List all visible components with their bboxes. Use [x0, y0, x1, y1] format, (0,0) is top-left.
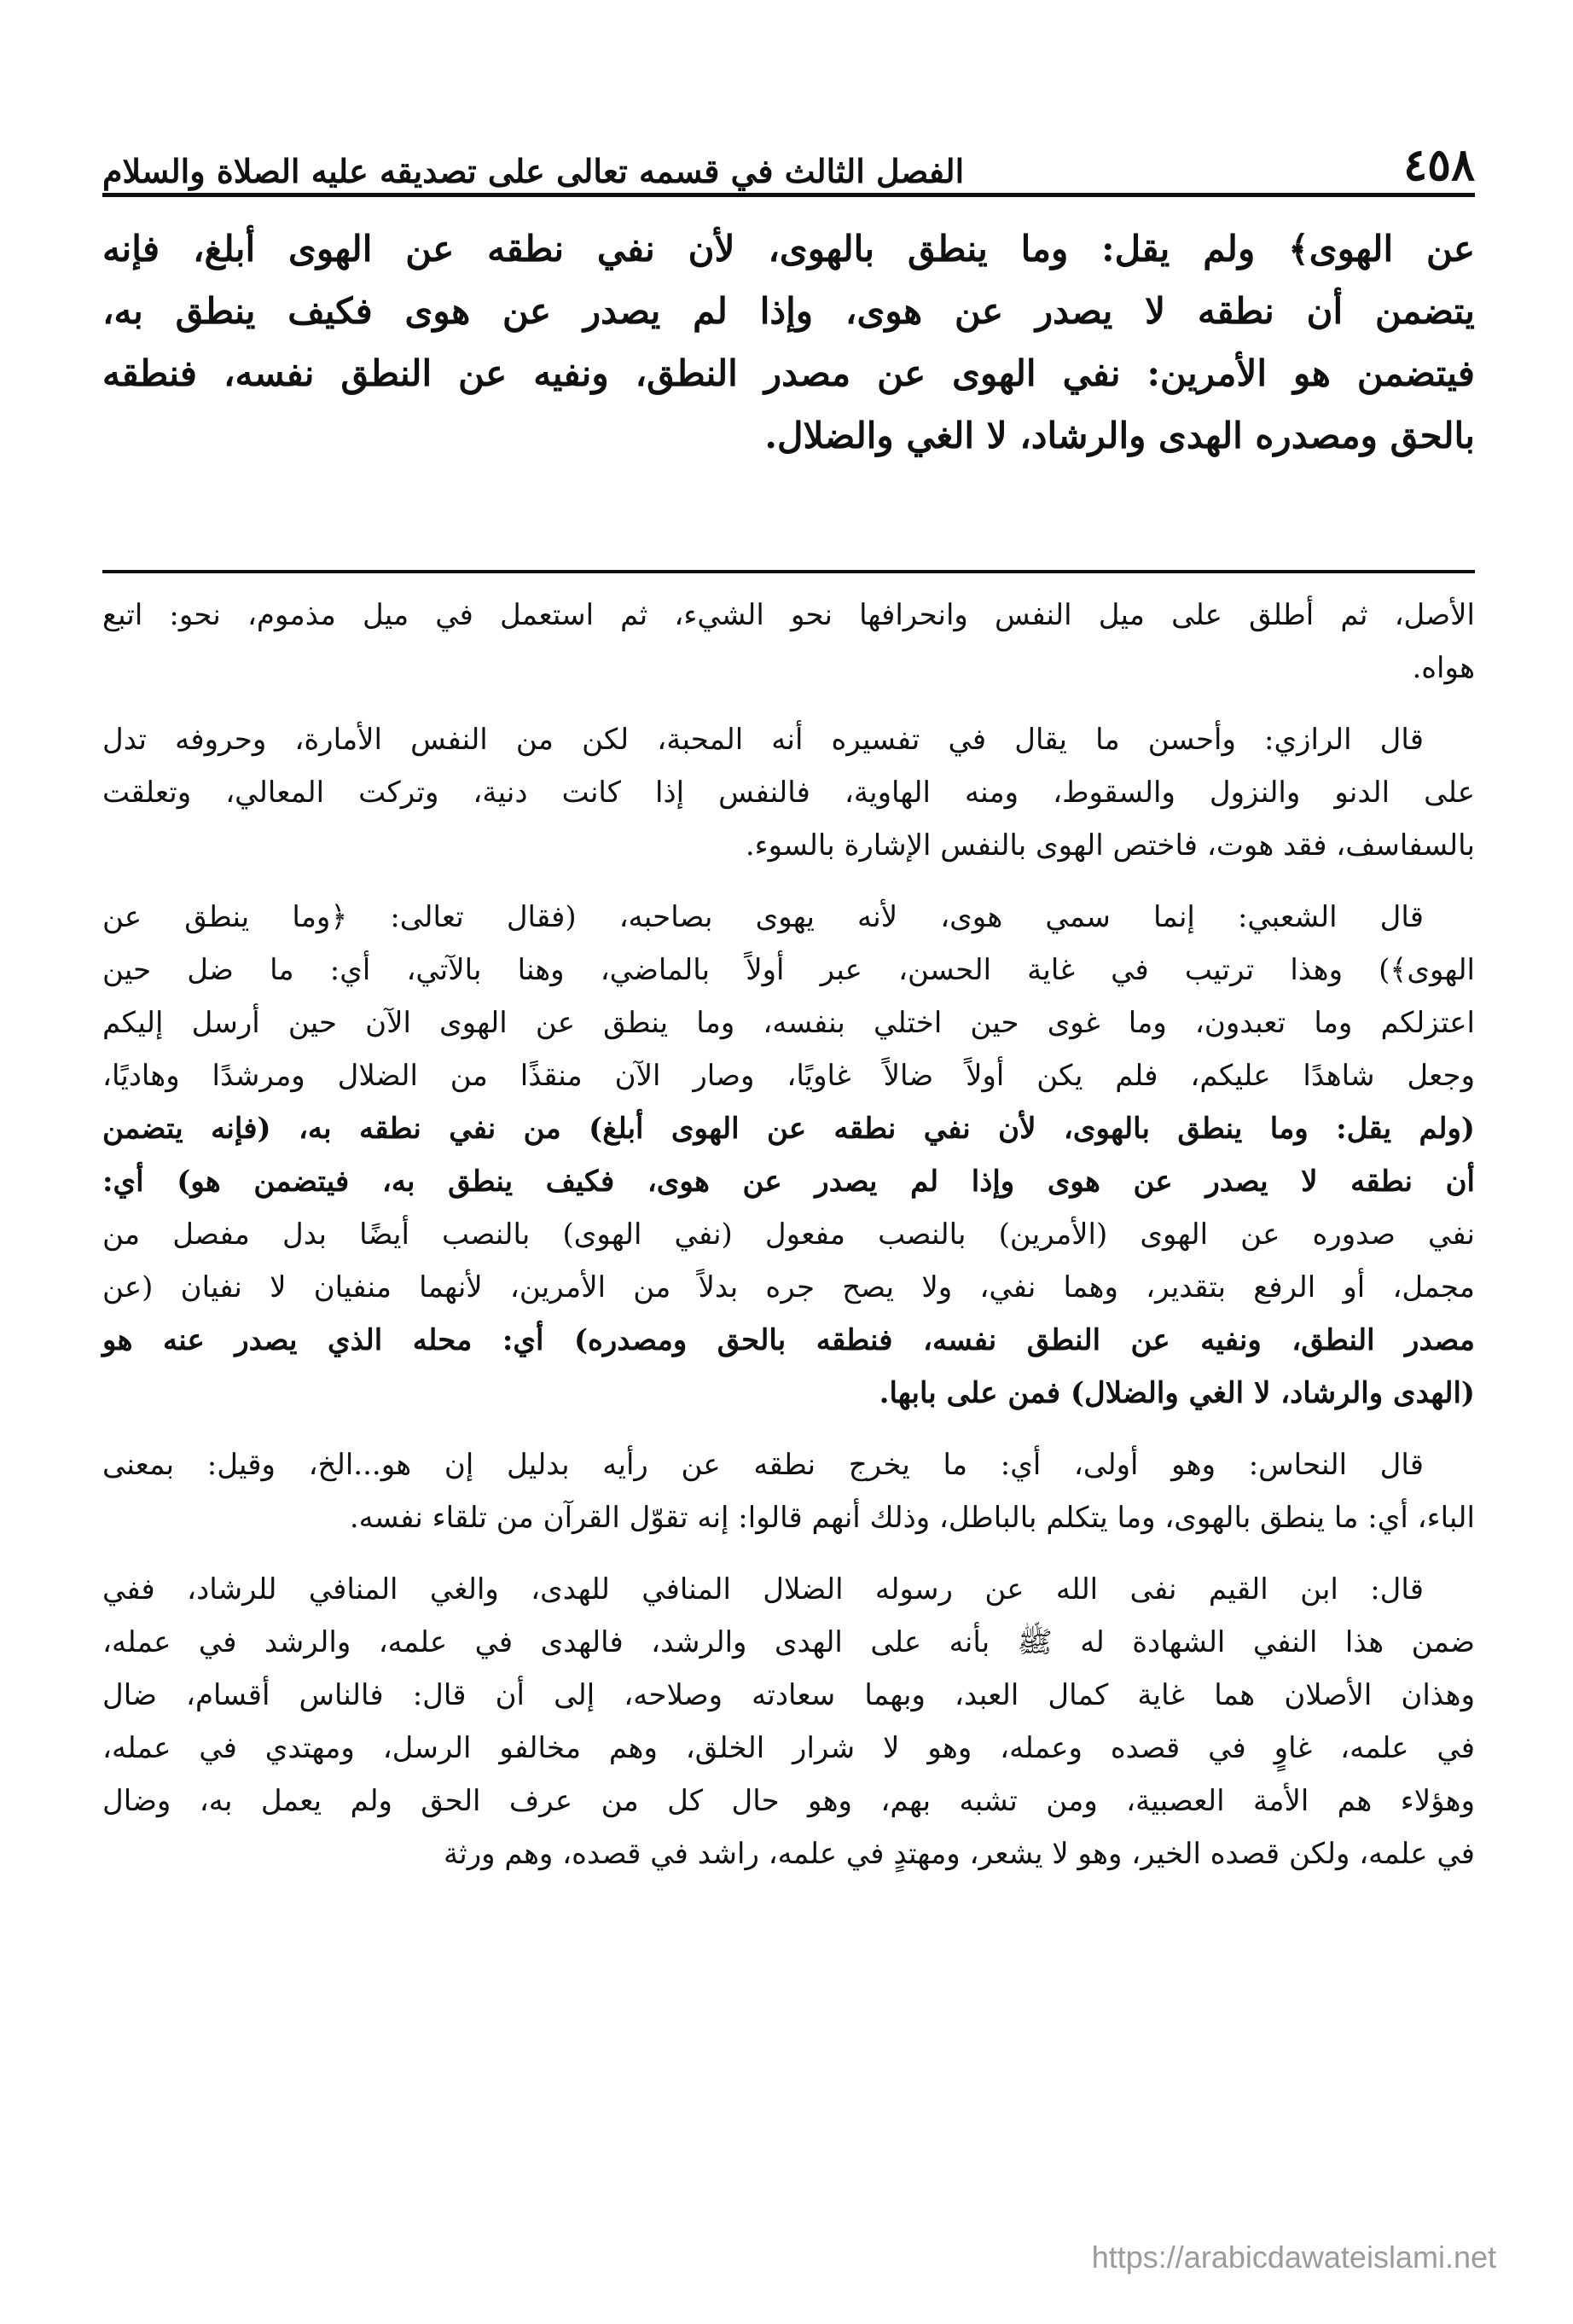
commentary-line: وهؤلاء هم الأمة العصبية، ومن تشبه بهم، وهو حال كل من عرف الحق ولم يعمل به، وضال — [102, 1784, 1475, 1818]
header-rule — [102, 193, 1475, 197]
running-title: الفصل الثالث في قسمه تعالى على تصديقه عليه الصلاة والسلام — [102, 152, 965, 190]
commentary-line: اعتزلكم وما تعبدون، وما غوى حين اختلي بنفسه، وما ينطق عن الهوى الآن حين أرسل إليكم — [102, 1006, 1475, 1040]
main-text-line: عن الهوى﴾ ولم يقل: وما ينطق بالهوى، لأن نفي نطقه عن الهوى أبلغ، فإنه — [102, 228, 1475, 270]
commentary-line: الأصل، ثم أطلق على ميل النفس وانحرافها نحو الشيء، ثم استعمل في ميل مذموم، نحو: اتبع — [102, 598, 1475, 632]
commentary-line: (ولم يقل: وما ينطق بالهوى، لأن نفي نطقه عن الهوى أبلغ) من نفي نطقه به، (فإنه يتضمن — [102, 1112, 1475, 1146]
watermark-url: https://arabicdawateislami.net — [1091, 2240, 1496, 2275]
commentary-line: مصدر النطق، ونفيه عن النطق نفسه، فنطقه بالحق ومصدره) أي: محله الذي يصدر عنه هو — [102, 1323, 1475, 1357]
commentary-line: في علمه، ولكن قصده الخير، وهو لا يشعر، ومهتدٍ في علمه، راشد في قصده، وهم ورثة — [444, 1837, 1475, 1871]
commentary-line: قال الشعبي: إنما سمي هوى، لأنه يهوى بصاحبه، (فقال تعالى: ﴿وما ينطق عن — [102, 900, 1424, 934]
commentary-line: بالسفاسف، فقد هوت، فاختص الهوى بالنفس الإشارة بالسوء. — [745, 828, 1475, 863]
commentary-line: (الهدى والرشاد، لا الغي والضلال) فمن على بابها. — [879, 1376, 1475, 1410]
commentary-line: على الدنو والنزول والسقوط، ومنه الهاوية، فالنفس إذا كانت دنية، وتركت المعالي، وتعلقت — [102, 776, 1475, 810]
commentary-line: قال: ابن القيم نفى الله عن رسوله الضلال المنافي للهدى، والغي المنافي للرشاد، ففي — [102, 1572, 1424, 1606]
commentary-line: في علمه، غاوٍ في قصده وعمله، وهو لا شرار الخلق، وهم مخالفو الرسل، ومهتدي في عمله، — [102, 1731, 1475, 1765]
commentary-line: وجعل شاهدًا عليكم، فلم يكن أولاً ضالاً غاويًا، وصار الآن منقذًا من الضلال ومرشدًا وهاديًا، — [102, 1059, 1475, 1093]
commentary-line: ضمن هذا النفي الشهادة له ﷺ بأنه على الهدى والرشد، فالهدى في علمه، والرشد في عمله، — [102, 1625, 1475, 1659]
commentary-line: الهوى﴾) وهذا ترتيب في غاية الحسن، عبر أولاً بالماضي، وهنا بالآتي، أي: ما ضل حين — [102, 953, 1475, 987]
commentary-line: أن نطقه لا يصدر عن هوى وإذا لم يصدر عن هوى، فكيف ينطق به، فيتضمن هو) أي: — [102, 1165, 1475, 1199]
commentary-line: نفي صدوره عن الهوى (الأمرين) بالنصب مفعول (نفي الهوى) بالنصب أيضًا بدل مفصل من — [102, 1217, 1475, 1252]
commentary-line: قال النحاس: وهو أولى، أي: ما يخرج نطقه عن رأيه بدليل إن هو...الخ، وقيل: بمعنى — [102, 1448, 1424, 1482]
commentary-line: الباء، أي: ما ينطق بالهوى، وما يتكلم بالباطل، وذلك أنهم قالوا: إنه تقوّل القرآن من تلقاء نفسه. — [349, 1501, 1475, 1535]
commentary-paragraph — [102, 1563, 1475, 1880]
main-text-line: يتضمن أن نطقه لا يصدر عن هوى، وإذا لم يصدر عن هوى فكيف ينطق به، — [102, 290, 1475, 332]
footnote-rule — [102, 570, 1475, 573]
main-text-line: فيتضمن هو الأمرين: نفي الهوى عن مصدر النطق، ونفيه عن النطق نفسه، فنطقه — [102, 352, 1475, 394]
page-header — [102, 119, 1475, 191]
commentary — [102, 589, 1475, 1899]
commentary-line: قال الرازي: وأحسن ما يقال في تفسيره أنه المحبة، لكن من النفس الأمارة، وحروفه تدل — [102, 723, 1424, 757]
commentary-line: هواه. — [1412, 651, 1475, 685]
commentary-paragraph — [102, 589, 1475, 694]
commentary-paragraph — [102, 891, 1475, 1420]
page-number: ٤٥٨ — [1403, 139, 1475, 191]
commentary-paragraph — [102, 713, 1475, 872]
main-text-line: بالحق ومصدره الهدى والرشاد، لا الغي والضلال. — [764, 415, 1475, 456]
commentary-line: وهذان الأصلان هما غاية كمال العبد، وبهما سعادته وصلاحه، إلى أن قال: فالناس أقسام، ضال — [102, 1678, 1475, 1712]
commentary-line: مجمل، أو الرفع بتقدير، وهما نفي، ولا يصح جره بدلاً من الأمرين، لأنهما منفيان لا نفيان (عن — [102, 1270, 1475, 1304]
main-text — [102, 218, 1475, 467]
commentary-paragraph — [102, 1438, 1475, 1544]
